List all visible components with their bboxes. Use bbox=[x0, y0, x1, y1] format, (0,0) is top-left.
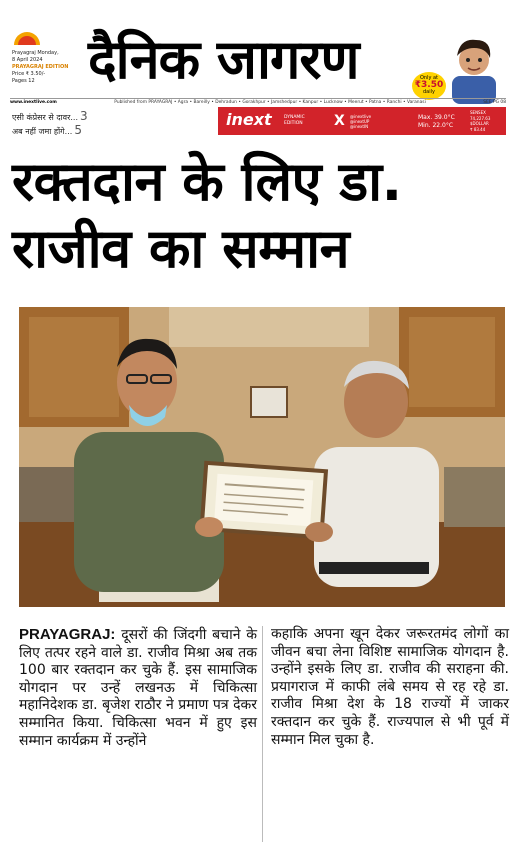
headline-line: रक्तदान के लिए डा. bbox=[12, 150, 402, 213]
badge-bottom: daily bbox=[423, 89, 435, 95]
teaser-list bbox=[12, 110, 88, 138]
price-badge bbox=[412, 72, 446, 100]
inext-bar bbox=[218, 107, 506, 135]
temp-max: Max. 39.0°C bbox=[418, 114, 455, 121]
article-column-left bbox=[19, 626, 257, 750]
news-photo bbox=[19, 307, 505, 607]
place-date: Prayagraj Monday, bbox=[12, 50, 59, 56]
inext-logo: inext bbox=[226, 110, 272, 129]
published-from: Published from PRAYAGRAJ • Agra • Bareilly • Dehradun • Gorakhpur • Jamshedpur • Kanpur • Lucknow • Meerut • Patna • Ranchi • Varanasi bbox=[114, 100, 426, 105]
market-box: SENSEX 74,227.63 $DOLLAR ₹ 83.44 bbox=[470, 110, 491, 132]
teaser-item[interactable]: एसी कंप्रेसर से दावर... 3 bbox=[12, 109, 88, 123]
masthead-meta bbox=[12, 50, 82, 85]
jagran-sun-logo-icon bbox=[12, 30, 42, 46]
masthead-strip bbox=[10, 98, 506, 105]
temp-min: Min. 22.0°C bbox=[418, 122, 454, 129]
headline-line: राजीव का सम्मान bbox=[12, 217, 350, 280]
see-page: SEE PG 08 bbox=[483, 100, 506, 105]
badge-top: Only at bbox=[419, 75, 439, 81]
masthead bbox=[0, 0, 516, 104]
article-text: कहाकि अपना खून देकर जरूरतमंद लोगों का जीवन बचा लेना विशिष्ट सामाजिक योगदान है. उन्होंने इसके लिए डा. राजीव की सराहना की. प्रयागराज में काफी लंबे समय से रह रहे डा. राजीव मिश्रा देश के 18 राज्यों में जाकर रक्तदान कर चुके हैं. राज्यपाल से भी पूर्व में सम्मान मिल चुका है. bbox=[271, 626, 509, 748]
edition-label: PRAYAGRAJ EDITION bbox=[12, 64, 69, 70]
mascot-illustration bbox=[444, 32, 502, 104]
x-social-icon[interactable]: X bbox=[334, 113, 345, 129]
column-divider bbox=[262, 626, 263, 842]
newspaper-title: दैनिक जागरण bbox=[88, 28, 359, 91]
pages-label: Pages 12 bbox=[12, 78, 35, 84]
badge-price: ₹3.50 bbox=[414, 80, 444, 90]
headline bbox=[12, 148, 508, 282]
weather-box bbox=[418, 114, 455, 130]
article-text: दूसरों की जिंदगी बचाने के लिए तत्पर रहने वाले डा. राजीव मिश्रा अब तक 100 बार रक्तदान कर चुके हैं. इस सामाजिक योगदान पर उन्हें लखनऊ में चिकित्सा महानिदेशक डा. बृजेश राठौर ने प्रमाण पत्र देकर सम्मानित किया. चिकित्सा भवन में हुए इस सम्मान कार्यक्रम में उन्होंने bbox=[19, 627, 258, 749]
dateline: PRAYAGRAJ: bbox=[19, 626, 116, 643]
issue-date: 8 April 2024 bbox=[12, 57, 43, 63]
article-column-right bbox=[271, 626, 509, 749]
website-link[interactable]: www.inextlive.com bbox=[10, 100, 57, 105]
price-label: Price ₹ 3.50/- bbox=[12, 71, 46, 77]
teaser-item[interactable]: अब नहीं जमा होंगे... 5 bbox=[12, 123, 82, 137]
social-handles: @inextlive @inextUP @inextIN bbox=[350, 114, 372, 129]
photo-illustration bbox=[19, 307, 505, 607]
inext-edition: DYNAMIC EDITION bbox=[284, 115, 305, 126]
